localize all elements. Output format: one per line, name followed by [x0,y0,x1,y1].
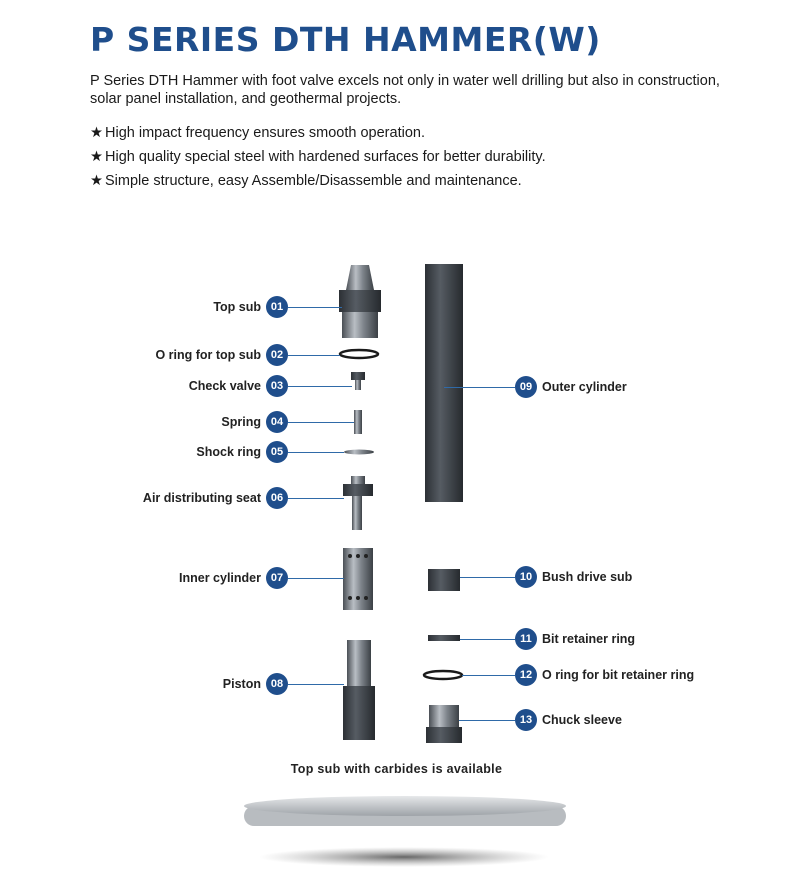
part-label: O ring for bit retainer ring [542,668,695,682]
o-ring-top-image [340,350,378,358]
bush-drive-sub-image [428,569,460,591]
leader-line [288,355,340,356]
part-label: Check valve [188,379,261,393]
part-number-badge: 07 [266,567,288,589]
feature-text: High impact frequency ensures smooth operation. [105,125,425,141]
part-number-badge: 03 [266,375,288,397]
leader-line [462,675,515,676]
chuck-sleeve-image [426,705,462,743]
feature-text: High quality special steel with hardened surfaces for better durability. [105,149,546,165]
leader-line [460,639,515,640]
part-number-badge: 09 [515,376,537,398]
part-label: Shock ring [196,445,261,459]
part-label: Inner cylinder [179,571,261,585]
inner-cylinder-image [343,548,373,610]
leader-line [288,422,354,423]
leader-line [288,386,352,387]
leader-line [288,307,342,308]
part-number-badge: 13 [515,709,537,731]
outer-cylinder-image [425,264,463,502]
o-ring-bit-retainer-image [424,671,462,679]
part-number-badge: 05 [266,441,288,463]
leader-line [288,452,344,453]
piston-image [343,640,375,740]
part-label: Piston [222,677,261,691]
footnote: Top sub with carbides is available [290,762,503,776]
leader-line [288,684,344,685]
star-icon: ★ [90,173,103,189]
part-number-badge: 01 [266,296,288,318]
part-number-badge: 10 [515,566,537,588]
leader-line [460,577,515,578]
star-icon: ★ [90,125,103,141]
part-number-badge: 08 [266,673,288,695]
part-label: Air distributing seat [142,491,261,505]
stand-plate-top [244,796,566,816]
part-label: Outer cylinder [542,380,627,394]
stand-shadow [259,847,549,867]
check-valve-image [351,372,365,390]
intro-paragraph: P Series DTH Hammer with foot valve excels not only in water well drilling but also in construction, solar panel installation, and geothermal projects. [90,73,720,107]
part-label: Spring [221,415,261,429]
part-label: O ring for top sub [155,348,261,362]
part-label: Bush drive sub [542,570,633,584]
leader-line [444,387,515,388]
part-number-badge: 04 [266,411,288,433]
part-label: Top sub [213,300,261,314]
feature-text: Simple structure, easy Assemble/Disassemble and maintenance. [105,173,522,189]
top-sub-image [339,265,381,338]
page-title: P SERIES DTH HAMMER(W) [90,20,601,59]
star-icon: ★ [90,149,103,165]
leader-line [288,498,344,499]
air-distributing-seat-image [343,476,373,530]
part-label: Chuck sleeve [542,713,622,727]
leader-line [459,720,515,721]
part-number-badge: 06 [266,487,288,509]
leader-line [288,578,344,579]
part-number-badge: 02 [266,344,288,366]
part-number-badge: 11 [515,628,537,650]
spring-image [354,410,362,434]
part-label: Bit retainer ring [542,632,636,646]
bit-retainer-ring-image [428,635,460,641]
part-number-badge: 12 [515,664,537,686]
shock-ring-image [344,450,374,455]
